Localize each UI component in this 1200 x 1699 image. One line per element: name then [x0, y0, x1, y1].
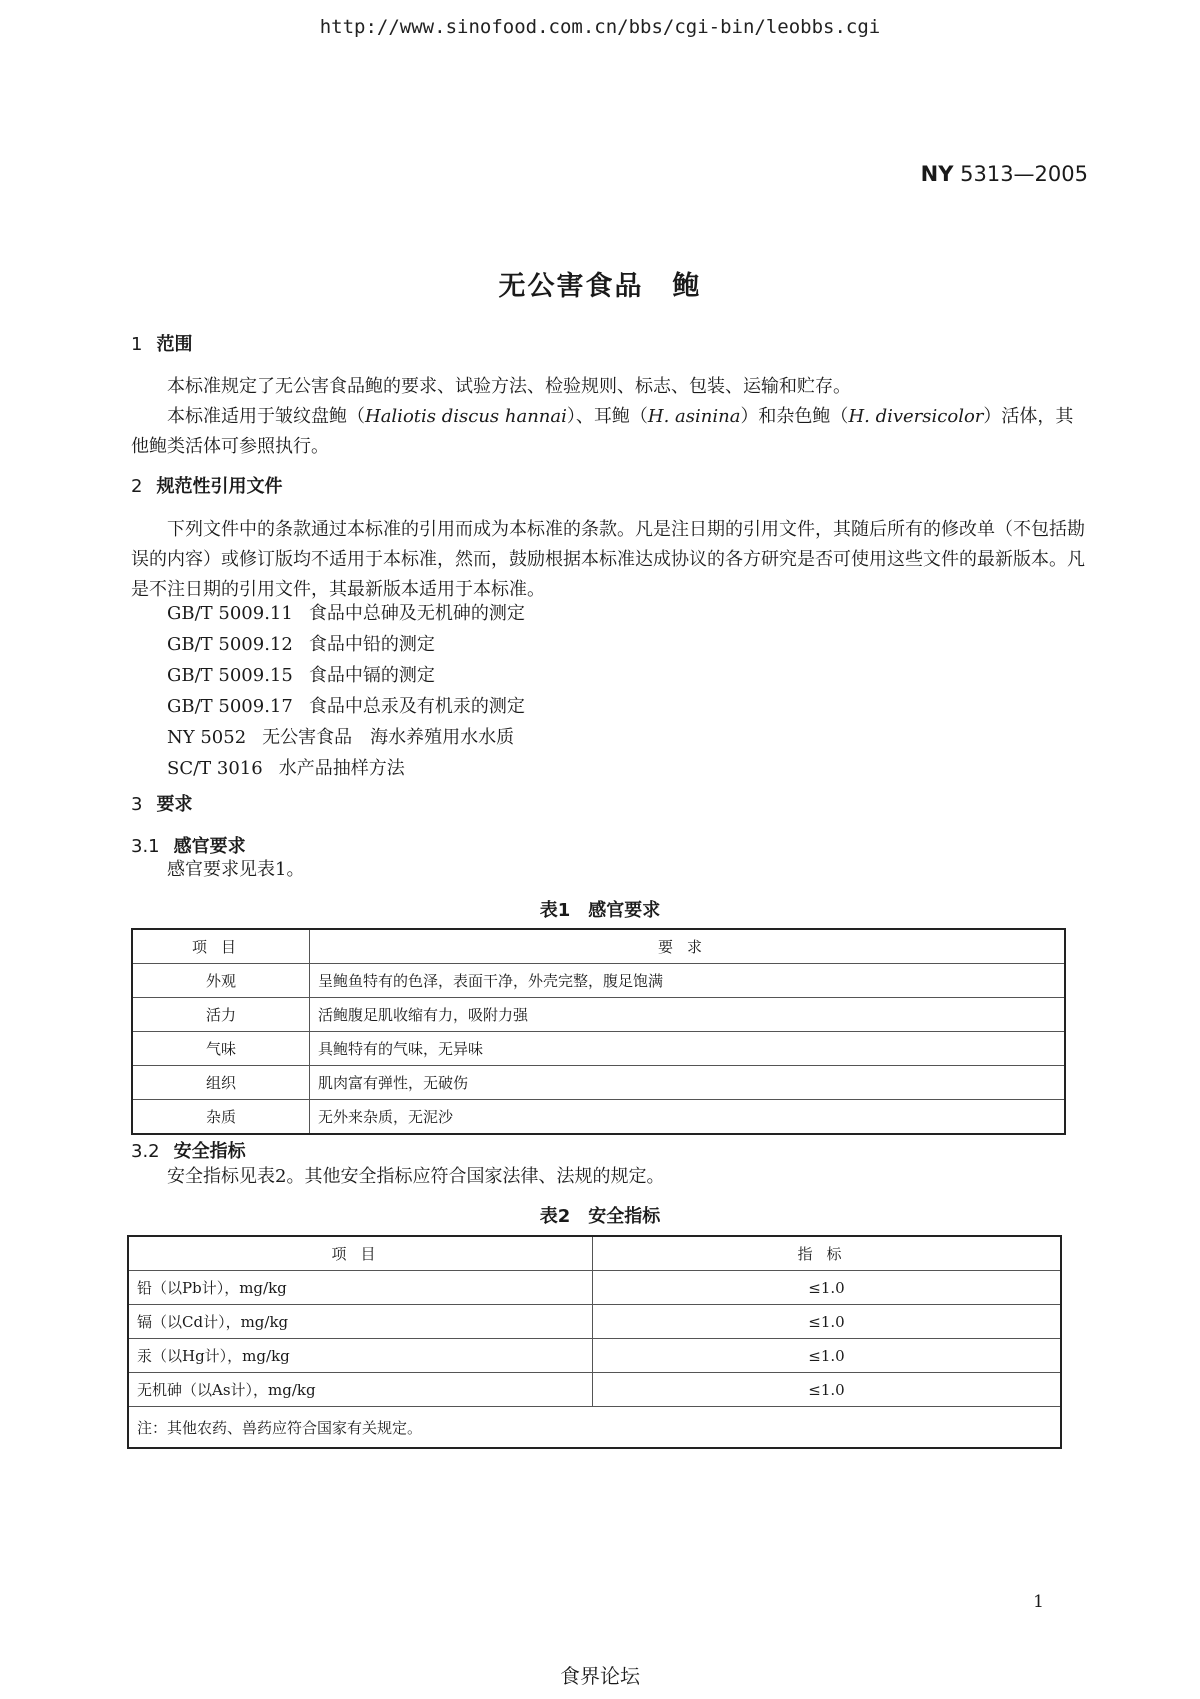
- footer-text: 食界论坛: [560, 1664, 640, 1688]
- table-1-caption: 表1 感官要求: [539, 900, 661, 921]
- standard-number: [921, 162, 1088, 186]
- limit-cell: ≤1.0: [593, 1339, 1062, 1373]
- scientific-name: H. diversicolor: [848, 406, 984, 427]
- table-row: [128, 1305, 1061, 1339]
- reference-item: [167, 722, 525, 753]
- reference-item: [167, 753, 525, 784]
- section-title: 感官要求: [173, 836, 246, 857]
- text-run: 本标准适用于皱纹盘鲍（: [167, 406, 365, 427]
- reference-list: [167, 598, 525, 784]
- reference-code: SC/T 3016: [167, 758, 263, 779]
- section-title: 规范性引用文件: [156, 476, 283, 497]
- item-cell: 无机砷（以As计），mg/kg: [128, 1373, 593, 1407]
- safety-intro: 安全指标见表2。其他安全指标应符合国家法律、法规的规定。: [167, 1166, 665, 1187]
- item-cell: 杂质: [132, 1100, 310, 1135]
- section-number: 2: [131, 476, 143, 497]
- item-cell: 组织: [132, 1066, 310, 1100]
- table-row: [132, 964, 1065, 998]
- page-number: 1: [1033, 1592, 1044, 1612]
- table-note-row: [128, 1407, 1061, 1449]
- table-row: [128, 1271, 1061, 1305]
- table-row: [128, 1373, 1061, 1407]
- table-note: 注：其他农药、兽药应符合国家有关规定。: [128, 1407, 1061, 1449]
- header-cell: 指标: [593, 1236, 1062, 1271]
- table-2-caption: 表2 安全指标: [539, 1206, 661, 1227]
- section-number: 1: [131, 334, 143, 355]
- reference-code: GB/T 5009.17: [167, 696, 293, 717]
- section-number: 3: [131, 794, 143, 815]
- reference-name: 食品中铅的测定: [308, 634, 435, 655]
- table-row: [132, 1066, 1065, 1100]
- requirement-cell: 活鲍腹足肌收缩有力，吸附力强: [310, 998, 1066, 1032]
- scope-paragraph-2: [131, 402, 1087, 462]
- scope-paragraph-1: 本标准规定了无公害食品鲍的要求、试验方法、检验规则、标志、包装、运输和贮存。: [167, 376, 851, 397]
- text-run: ）和杂色鲍（: [740, 406, 849, 427]
- document-title: 无公害食品 鲍: [498, 271, 702, 302]
- reference-name: 水产品抽样方法: [278, 758, 405, 779]
- section-3-heading: [131, 790, 192, 816]
- scientific-name: Haliotis discus hannai: [365, 406, 567, 427]
- reference-code: NY 5052: [167, 727, 247, 748]
- table-row: [128, 1339, 1061, 1373]
- item-cell: 外观: [132, 964, 310, 998]
- section-title: 要求: [156, 794, 193, 815]
- references-intro: 下列文件中的条款通过本标准的引用而成为本标准的条款。凡是注日期的引用文件，其随后所有的修改单（不包括勘误的内容）或修订版均不适用于本标准，然而，鼓励根据本标准达成协议的各方研究是否可使用这些文件的最新版本。凡是不注日期的引用文件，其最新版本适用于本标准。: [131, 519, 1085, 600]
- source-url: http://www.sinofood.com.cn/bbs/cgi-bin/leobbs.cgi: [319, 16, 881, 38]
- reference-code: GB/T 5009.11: [167, 603, 293, 624]
- requirement-cell: 呈鲍鱼特有的色泽，表面干净，外壳完整，腹足饱满: [310, 964, 1066, 998]
- reference-name: 食品中总砷及无机砷的测定: [308, 603, 525, 624]
- requirement-cell: 肌肉富有弹性，无破伤: [310, 1066, 1066, 1100]
- text-run: ）活体，其他鲍类活体可参照执行。: [131, 406, 1074, 457]
- reference-code: GB/T 5009.15: [167, 665, 293, 686]
- limit-cell: ≤1.0: [593, 1373, 1062, 1407]
- section-title: 安全指标: [173, 1141, 246, 1162]
- sensory-table: [131, 928, 1066, 1135]
- standard-prefix: NY: [920, 162, 954, 186]
- reference-name: 无公害食品 海水养殖用水水质: [262, 727, 515, 748]
- header-cell: 项目: [132, 929, 310, 964]
- table-header-row: [132, 929, 1065, 964]
- section-3-2-heading: [131, 1137, 246, 1163]
- section-title: 范围: [156, 334, 193, 355]
- table-row: [132, 998, 1065, 1032]
- standard-code: 5313—2005: [960, 162, 1088, 186]
- section-2-heading: [131, 472, 282, 498]
- limit-cell: ≤1.0: [593, 1305, 1062, 1339]
- safety-table: [127, 1235, 1062, 1449]
- table-row: [132, 1100, 1065, 1135]
- header-cell: 项目: [128, 1236, 593, 1271]
- reference-name: 食品中总汞及有机汞的测定: [308, 696, 525, 717]
- sensory-intro: 感官要求见表1。: [167, 859, 305, 880]
- section-number: 3.1: [131, 836, 160, 857]
- table-row: [132, 1032, 1065, 1066]
- reference-item: [167, 629, 525, 660]
- item-cell: 铅（以Pb计），mg/kg: [128, 1271, 593, 1305]
- header-cell: 要求: [310, 929, 1066, 964]
- reference-item: [167, 598, 525, 629]
- item-cell: 镉（以Cd计），mg/kg: [128, 1305, 593, 1339]
- item-cell: 汞（以Hg计），mg/kg: [128, 1339, 593, 1373]
- table-header-row: [128, 1236, 1061, 1271]
- reference-name: 食品中镉的测定: [308, 665, 435, 686]
- limit-cell: ≤1.0: [593, 1271, 1062, 1305]
- section-number: 3.2: [131, 1141, 160, 1162]
- scientific-name: H. asinina: [647, 406, 741, 427]
- text-run: ）、耳鲍（: [566, 406, 648, 427]
- requirement-cell: 具鲍特有的气味，无异味: [310, 1032, 1066, 1066]
- requirement-cell: 无外来杂质，无泥沙: [310, 1100, 1066, 1135]
- item-cell: 活力: [132, 998, 310, 1032]
- reference-item: [167, 660, 525, 691]
- reference-code: GB/T 5009.12: [167, 634, 293, 655]
- reference-item: [167, 691, 525, 722]
- item-cell: 气味: [132, 1032, 310, 1066]
- section-1-heading: [131, 330, 192, 356]
